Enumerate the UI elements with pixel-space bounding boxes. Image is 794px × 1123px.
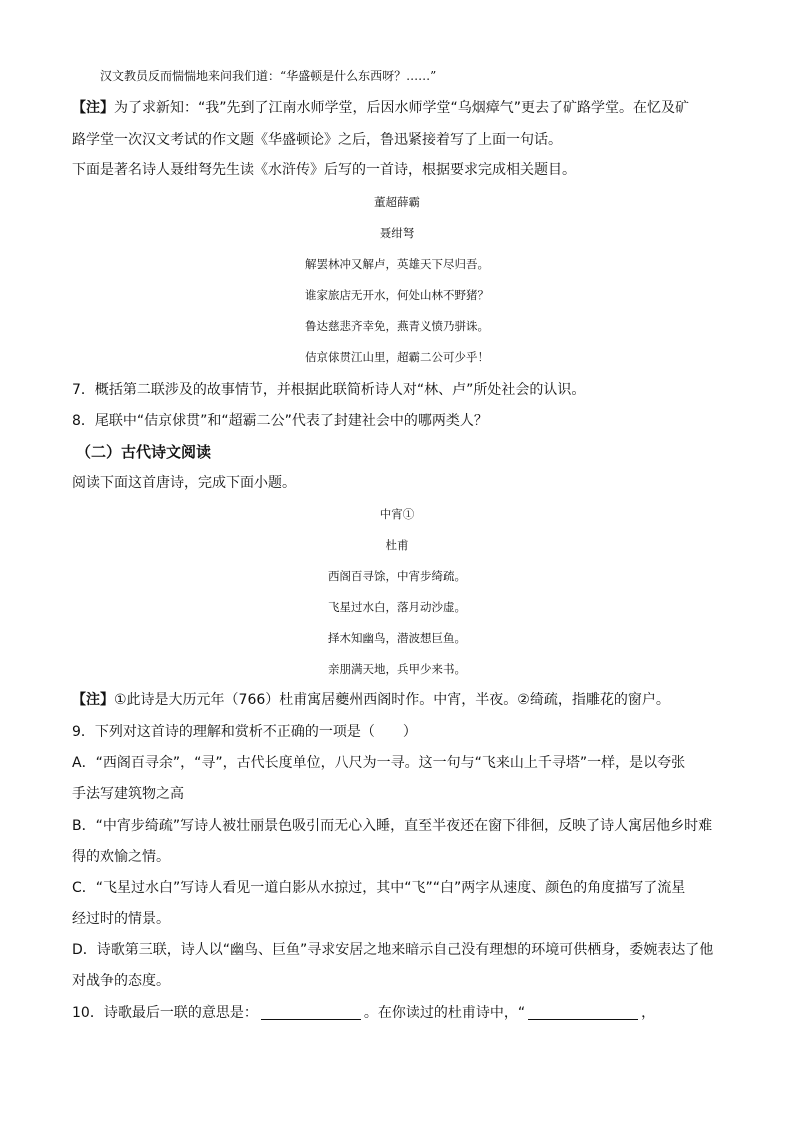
- poem2-author: 杜甫: [385, 538, 409, 552]
- q10-part2: 。在你读过的杜甫诗中，“: [363, 1005, 526, 1021]
- option-d-line2: 对战争的态度。: [72, 973, 170, 989]
- note2-text: ①此诗是大历元年（766）杜甫寓居夔州西阁时作。中宵，半夜。②绮疏，指雕花的窗户。: [114, 692, 670, 708]
- section-heading-2: （二）古代诗文阅读: [76, 443, 212, 461]
- intro2: 阅读下面这首唐诗，完成下面小题。: [72, 475, 296, 491]
- question-9-stem: 9．下列对这首诗的理解和赏析不正确的一项是（ ）: [72, 724, 417, 740]
- note1-text1: 为了求新知：“我”先到了江南水师学堂，后因水师学堂“乌烟瘴气”更去了矿路学堂。在忆及矿: [114, 100, 690, 116]
- q10-blank-1[interactable]: [261, 1005, 361, 1020]
- note2-line: [72, 690, 670, 710]
- q10-blank-2[interactable]: [528, 1005, 638, 1020]
- option-c-line1: C．“飞星过水白”写诗人看见一道白影从水掠过，其中“飞”“白”两字从速度、颜色的角度描写了流星: [72, 880, 686, 896]
- option-c-line2: 经过时的情景。: [72, 911, 170, 927]
- poem2-line-3: 择木知幽鸟，潜波想巨鱼。: [328, 631, 466, 645]
- note1-line1: [72, 98, 689, 118]
- poem2-line-2: 飞星过水白，落月动沙虚。: [328, 600, 466, 614]
- note1-label: 【注】: [72, 100, 114, 116]
- note2-label: 【注】: [72, 692, 114, 708]
- poem1-line-1: 解罢林冲又解卢，英雄天下尽归吾。: [305, 257, 489, 271]
- note1-line2: 路学堂一次汉文考试的作文题《华盛顿论》之后，鲁迅紧接着写了上面一句话。: [72, 132, 562, 148]
- q10-part1: 10．诗歌最后一联的意思是：: [72, 1005, 258, 1021]
- q10-part3: ，: [641, 1005, 656, 1021]
- option-a-line2: 手法写建筑物之高: [72, 786, 184, 802]
- poem1-line-4: 佶京俅贯江山里，超霸二公可少乎！: [305, 350, 489, 364]
- question-10: [72, 1003, 655, 1023]
- poem1-line-3: 鲁达慈悲齐幸免，燕青义愤乃骈诛。: [305, 319, 489, 333]
- poem1-line-2: 谁家旅店无开水，何处山林不野猪？: [305, 288, 489, 302]
- poem1-title: 董超薛霸: [374, 195, 420, 209]
- option-d-line1: D．诗歌第三联，诗人以“幽鸟、巨鱼”寻求安居之地来暗示自己没有理想的环境可供栖身，委婉表达了他: [72, 942, 714, 958]
- question-8: 8．尾联中“佶京俅贯”和“超霸二公”代表了封建社会中的哪两类人？: [72, 413, 488, 429]
- option-b-line1: B．“中宵步绮疏”写诗人被壮丽景色吸引而无心入睡，直至半夜还在窗下徘徊，反映了诗人寓居他乡时难: [72, 818, 713, 834]
- question-7: 7．概括第二联涉及的故事情节，并根据此联简析诗人对“林、卢”所处社会的认识。: [72, 382, 586, 398]
- poem2-title: 中宵①: [379, 507, 415, 521]
- poem2-line-4: 亲朋满天地，兵甲少来书。: [328, 662, 466, 676]
- poem2-line-1: 西阁百寻馀，中宵步绮疏。: [328, 569, 466, 583]
- option-b-line2: 得的欢愉之情。: [72, 849, 170, 865]
- poem1-author: 聂绀弩: [379, 226, 415, 240]
- option-a-line1: A．“西阁百寻余”，“寻”，古代长度单位，八尺为一寻。这一句与“飞来山上千寻塔”一样，是以夸张: [72, 755, 686, 771]
- excerpt-end-line: 汉文教员反而惴惴地来问我们道：“华盛顿是什么东西呀？……”: [100, 69, 437, 83]
- intro1: 下面是著名诗人聂绀弩先生读《水浒传》后写的一首诗，根据要求完成相关题目。: [72, 162, 576, 178]
